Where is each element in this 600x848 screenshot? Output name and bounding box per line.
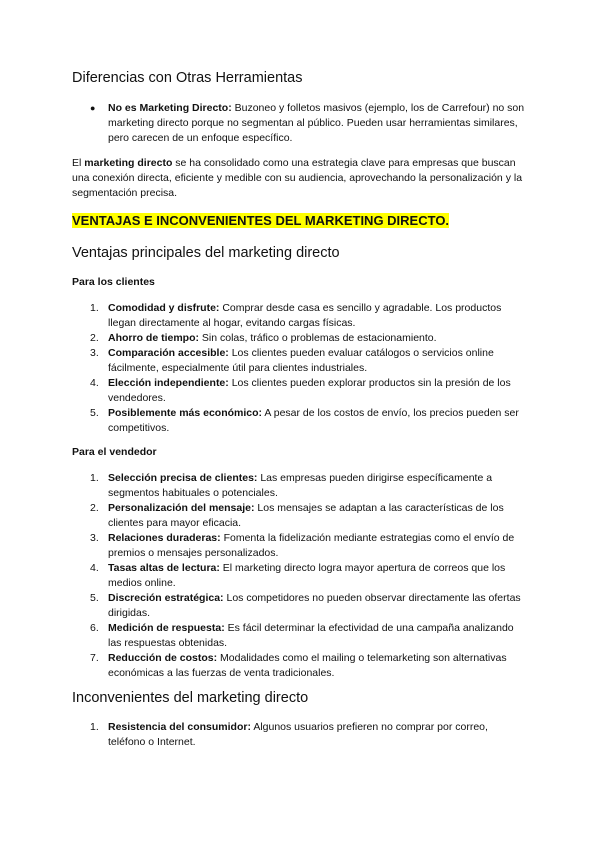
- item-label: Reducción de costos:: [108, 652, 218, 664]
- list-number: 4.: [90, 562, 99, 574]
- item-text: Comprar desde casa es sencillo y agradable. Los productos llegan directamente al hogar, evitando cargas físicas.: [108, 302, 502, 329]
- item-label: Comodidad y disfrute:: [108, 302, 220, 314]
- item-text: Buzoneo y folletos masivos (ejemplo, los de Carrefour) no son marketing directo porque no segmentan al público. Pueden usar herramientas similares, pero carecen de un enfoque específico.: [108, 102, 525, 144]
- item-text: Los clientes pueden explorar productos sin la presión de los vendedores.: [108, 377, 511, 404]
- list-item: [72, 406, 528, 436]
- list-item: [72, 651, 528, 681]
- list-item: [72, 331, 528, 346]
- item-text: Fomenta la fidelización mediante estrategias como el envío de premios o mensajes personalizados.: [108, 532, 515, 559]
- main-heading-text: VENTAJAS E INCONVENIENTES DEL MARKETING DIRECTO.: [72, 213, 450, 228]
- list-item: [72, 376, 528, 406]
- vendedor-list: [72, 471, 528, 681]
- list-number: 5.: [90, 592, 99, 604]
- item-text: Los clientes pueden evaluar catálogos o servicios online fácilmente, especialmente útil para clientes industriales.: [108, 347, 494, 374]
- item-text: Algunos usuarios prefieren no comprar por correo, teléfono o Internet.: [108, 721, 488, 748]
- item-text: Las empresas pueden dirigirse específicamente a segmentos habituales o potenciales.: [108, 472, 493, 499]
- item-text: Es fácil determinar la efectividad de una campaña analizando las respuestas obtenidas.: [108, 622, 514, 649]
- item-label: Relaciones duraderas:: [108, 532, 221, 544]
- list-number: 7.: [90, 652, 99, 664]
- section-title-diferencias: Diferencias con Otras Herramientas: [72, 70, 303, 86]
- list-number: 1.: [90, 721, 99, 733]
- item-text: Los competidores no pueden observar directamente las ofertas dirigidas.: [108, 592, 521, 619]
- paragraph-post: se ha consolidado como una estrategia clave para empresas que buscan una conexión directa, eficiente y medible con su audiencia, aprovechando la personalización y la segmentación precisa.: [72, 157, 523, 199]
- inconvenientes-list: [72, 720, 528, 750]
- list-item: [72, 720, 528, 750]
- subsection-title-vendedor: Para el vendedor: [72, 446, 157, 458]
- list-number: 6.: [90, 622, 99, 634]
- item-text: Los mensajes se adaptan a las características de los clientes para mayor eficacia.: [108, 502, 504, 529]
- clientes-list: [72, 301, 528, 436]
- item-text: Sin colas, tráfico o problemas de estacionamiento.: [201, 332, 437, 344]
- list-item: [72, 301, 528, 331]
- item-text: A pesar de los costos de envío, los precios pueden ser competitivos.: [108, 407, 519, 434]
- list-item: [72, 471, 528, 501]
- list-number: 4.: [90, 377, 99, 389]
- bullet-icon: ●: [90, 103, 96, 113]
- list-number: 2.: [90, 332, 99, 344]
- list-number: 3.: [90, 532, 99, 544]
- paragraph-bold: marketing directo: [84, 157, 173, 169]
- list-number: 1.: [90, 472, 99, 484]
- list-item: [72, 101, 528, 146]
- list-item: [72, 561, 528, 591]
- item-label: Posiblemente más económico:: [108, 407, 263, 419]
- item-label: Elección independiente:: [108, 377, 229, 389]
- item-label: Personalización del mensaje:: [108, 502, 255, 514]
- paragraph-pre: El: [72, 157, 82, 169]
- section-title-inconvenientes: Inconvenientes del marketing directo: [72, 690, 309, 706]
- list-item: [72, 621, 528, 651]
- item-label: Ahorro de tiempo:: [108, 332, 199, 344]
- item-label: Comparación accesible:: [108, 347, 229, 359]
- intro-paragraph: [72, 156, 528, 201]
- item-label: Discreción estratégica:: [108, 592, 224, 604]
- list-number: 1.: [90, 302, 99, 314]
- list-number: 2.: [90, 502, 99, 514]
- item-label: Resistencia del consumidor:: [108, 721, 251, 733]
- list-number: 3.: [90, 347, 99, 359]
- list-item: [72, 501, 528, 531]
- main-heading: [72, 212, 449, 230]
- subsection-title-clientes: Para los clientes: [72, 276, 155, 288]
- item-label: Tasas altas de lectura:: [108, 562, 220, 574]
- diferencias-list: [72, 101, 528, 146]
- item-label: No es Marketing Directo:: [108, 102, 232, 114]
- item-label: Medición de respuesta:: [108, 622, 225, 634]
- list-item: [72, 346, 528, 376]
- item-label: Selección precisa de clientes:: [108, 472, 258, 484]
- item-text: Modalidades como el mailing o telemarketing son alternativas económicas a las fuerzas de venta tradicionales.: [108, 652, 507, 679]
- item-text: El marketing directo logra mayor apertura de correos que los medios online.: [108, 562, 506, 589]
- list-item: [72, 591, 528, 621]
- section-title-ventajas: Ventajas principales del marketing directo: [72, 245, 340, 261]
- list-number: 5.: [90, 407, 99, 419]
- list-item: [72, 531, 528, 561]
